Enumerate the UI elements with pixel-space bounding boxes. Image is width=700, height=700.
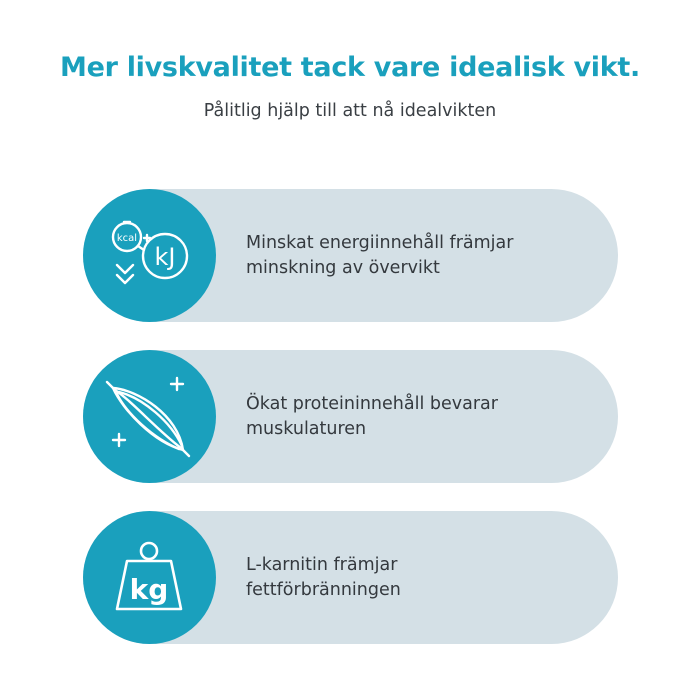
benefit-card-energy — [83, 189, 618, 322]
kcal-kj-down-icon — [83, 189, 216, 322]
benefit-text-line1: Ökat proteininnehåll bevarar — [246, 393, 498, 414]
kcal-icon-label: kcal — [116, 233, 138, 244]
benefit-icon-circle — [83, 189, 216, 322]
page-title: Mer livskvalitet tack vare idealisk vikt. — [60, 52, 640, 83]
benefit-text-line2: fettförbränningen — [246, 579, 401, 600]
benefit-text — [246, 189, 576, 322]
page-subtitle: Pålitlig hjälp till att nå idealvikten — [203, 101, 497, 121]
benefit-card-protein — [83, 350, 618, 483]
kg-weight-icon — [83, 511, 216, 644]
benefit-text-line2: minskning av övervikt — [246, 257, 440, 278]
benefit-text — [246, 511, 576, 644]
benefit-text-line1: Minskat energiinnehåll främjar — [246, 232, 514, 253]
benefit-text-line1: L-karnitin främjar — [246, 554, 398, 575]
benefit-card-carnitine — [83, 511, 618, 644]
kg-icon-label: kg — [129, 573, 169, 606]
benefit-icon-circle — [83, 350, 216, 483]
benefit-text — [246, 350, 576, 483]
muscle-plus-icon — [83, 350, 216, 483]
kj-icon-label: kJ — [154, 243, 176, 271]
benefit-icon-circle — [83, 511, 216, 644]
benefit-text-line2: muskulaturen — [246, 418, 367, 439]
